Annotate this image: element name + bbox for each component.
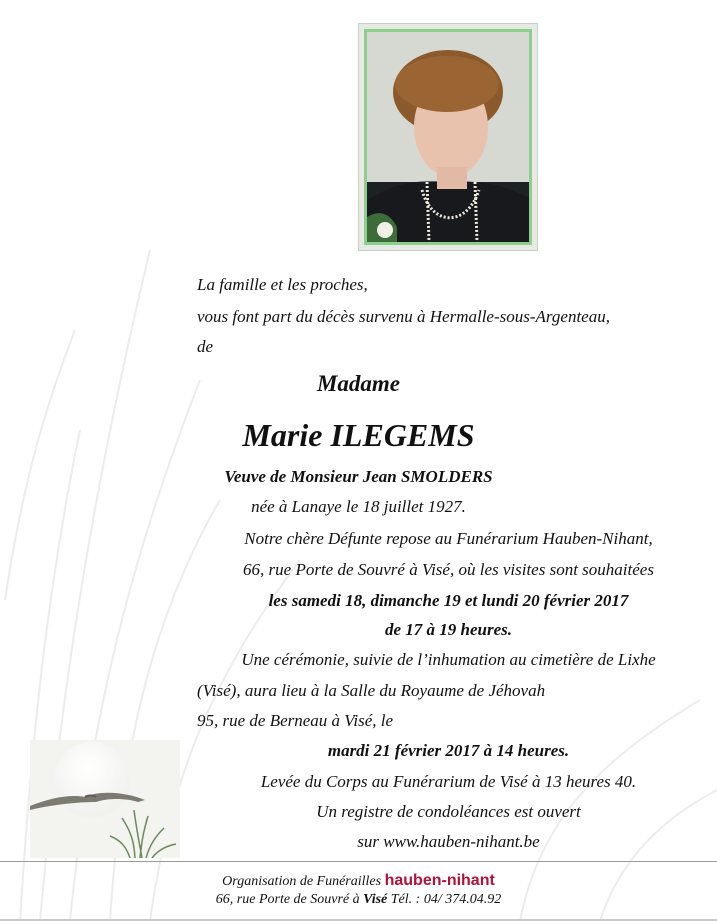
birth-line: née à Lanaye le 18 juillet 1927. [251, 497, 466, 516]
widow-line: Veuve de Monsieur Jean SMOLDERS [224, 467, 493, 486]
portrait-frame [358, 23, 538, 251]
rest-line-2: 66, rue Porte de Souvré à Visé, où les visites sont souhaitées [243, 560, 654, 579]
levee-line: Levée du Corps au Funérarium de Visé à 13 heures 40. [260, 772, 637, 791]
footer-address-text: 66, rue Porte de Souvré à [215, 892, 360, 907]
footer-phone: Tél. : 04/ 374.04.92 [390, 892, 502, 907]
registry-line-2: sur www.hauben-nihant.be [357, 832, 540, 851]
footer-organisation [0, 873, 717, 889]
heron-illustration [30, 740, 180, 858]
visit-dates: les samedi 18, dimanche 19 et lundi 20 février 2017 [268, 591, 629, 610]
ceremony-line-1: Une cérémonie, suivie de l’inhumation au cimetière de Lixhe [241, 650, 656, 669]
footer-org-label: Organisation de Funérailles [222, 874, 382, 889]
footer-city: Visé [363, 892, 388, 907]
ceremony-date: mardi 21 février 2017 à 14 heures. [327, 741, 570, 760]
footer-address [0, 893, 717, 907]
title-madame: Madame [316, 371, 401, 396]
ceremony-line-2: (Visé), aura lieu à la Salle du Royaume de Jéhovah [197, 681, 546, 700]
rest-line-1: Notre chère Défunte repose au Funérarium Hauben-Nihant, [244, 529, 653, 548]
visit-hours: de 17 à 19 heures. [384, 620, 513, 639]
ceremony-line-3: 95, rue de Berneau à Visé, le [197, 711, 394, 730]
intro-line-3: de [197, 337, 214, 356]
intro-line-2: vous font part du décès survenu à Hermalle-sous-Argenteau, [197, 307, 610, 326]
brand-logo-text: hauben-nihant [384, 872, 495, 889]
portrait-photo [364, 29, 532, 245]
registry-line-1: Un registre de condoléances est ouvert [316, 802, 581, 821]
intro-line-1: La famille et les proches, [197, 275, 368, 294]
footer-divider [0, 861, 717, 862]
deceased-name: Marie ILEGEMS [242, 417, 475, 453]
